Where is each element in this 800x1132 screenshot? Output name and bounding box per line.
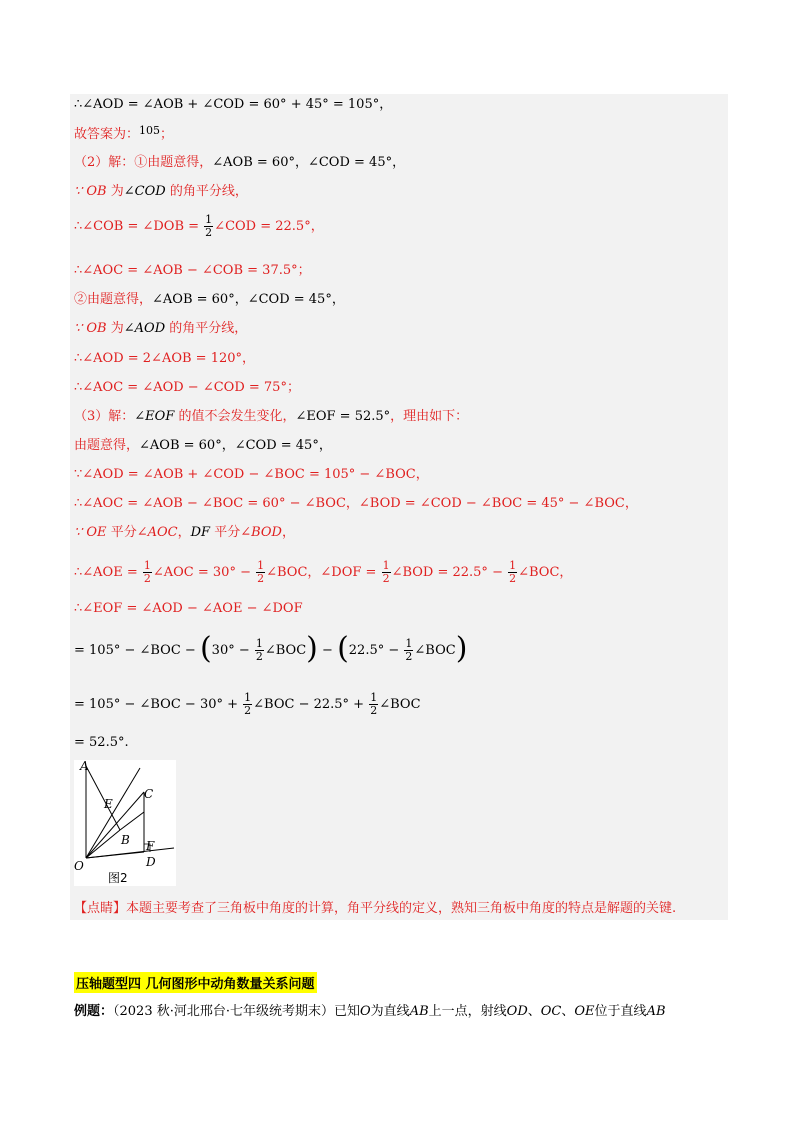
line-16 [74,560,572,585]
line-20 [74,734,129,752]
line16-c: ∠BOC，∠DOF = [266,565,381,580]
example-text1: （2023 秋·河北邢台·七年级统考期末）已知 [113,1004,360,1019]
half-5-den: 2 [255,650,263,663]
label-d: D [146,855,156,869]
label-c: C [144,787,154,801]
line4-text2: 的角平分线， [165,184,248,199]
oe-symbol: ∵ OE [74,525,107,540]
example-label: 例题： [74,1004,114,1019]
line18-f: ∠BOC [414,643,456,658]
line-15 [74,524,295,542]
line5-right: ∠COD = 22.5°， [214,219,324,234]
half-1 [143,560,152,585]
line19-c: ∠BOC [379,697,421,712]
line-14 [74,495,638,513]
half-3 [382,560,391,585]
line11-text1: 的值不会发生变化， [174,409,296,424]
angle-cod: ∠COD [123,184,166,199]
label-a: A [80,760,89,773]
line18-d: − [317,643,338,658]
angle-bod: ∠BOD [240,525,282,540]
line-3 [74,154,405,172]
half-7-den: 2 [244,704,252,717]
comment-tag: 【点睛】 [74,901,127,916]
half-4 [508,560,517,585]
section-heading: 压轴题型四 几何图形中动角数量关系问题 [74,972,317,993]
example-sep1: 、 [527,1004,541,1019]
line8-text1: 为 [106,321,124,336]
df-symbol: DF [190,525,211,540]
paren-close-2: ) [455,630,468,666]
ob-symbol: ∵ OB [74,184,107,199]
example-sep2: 、 [561,1004,575,1019]
line19-a: = 105° − ∠BOC − 30° + [74,697,243,712]
line-18 [74,630,468,666]
paren-close-1: ) [306,630,318,666]
half-1-den: 2 [143,572,151,585]
half-8 [369,692,378,717]
half-4-num: 1 [509,559,517,572]
line-13 [74,466,429,484]
example-o: O [360,1004,371,1019]
half-2-den: 2 [257,572,265,585]
line15-comma: ， [177,525,191,540]
figure-caption: 图2 [108,871,128,885]
half-5 [255,638,264,663]
line-11 [74,408,468,426]
half-4-den: 2 [509,572,517,585]
half-3-den: 2 [382,572,390,585]
line16-e: ∠BOC， [518,565,573,580]
example-ab2: AB [646,1004,666,1019]
line-9 [74,350,255,368]
example-oc: OC [540,1004,562,1019]
line6-text: ∴∠AOC = ∠AOB − ∠COB = 37.5°； [74,263,311,278]
part2-label: （2）解：①由题意得， [74,155,213,170]
line-1: ∴∠AOD = ∠AOB + ∠COD = 60° + 45° = 105°， [74,97,393,112]
geometry-figure [74,760,176,886]
line-7 [74,291,345,309]
line18-c: ∠BOC [264,643,307,658]
half-6-num: 1 [405,637,413,650]
line9-text: ∴∠AOD = 2∠AOB = 120°， [74,351,256,366]
line15-text1: 平分 [106,525,137,540]
paren-open-1: ( [199,630,212,666]
line-17 [74,600,303,618]
example-ab1: AB [409,1004,429,1019]
fraction-denominator: 2 [205,226,213,239]
example-text2: 为直线 [370,1004,410,1019]
line19-b: ∠BOC − 22.5° + [253,697,369,712]
line5-left: ∴∠COB = ∠DOB = [74,219,204,234]
line8-text2: 的角平分线， [165,321,248,336]
example-text4: 位于直线 [594,1004,647,1019]
line18-e: 22.5° − [348,643,404,658]
line4-text1: 为 [106,184,124,199]
ob-symbol-2: ∵ OB [74,321,107,336]
part2-given: ∠AOB = 60°，∠COD = 45°， [212,155,406,170]
line18-b: 30° − [211,643,254,658]
answer-value: 105 [139,124,161,137]
label-e: E [104,797,113,811]
label-f: F [146,839,155,853]
comment-line [74,900,676,918]
line11-text2: ，理由如下： [390,409,469,424]
line15-text2: 平分 [210,525,241,540]
line-5 [74,214,324,239]
eof-value: ∠EOF = 52.5° [295,409,391,424]
segment-ab [86,766,120,830]
angle-aoc: ∠AOC [136,525,178,540]
figure-svg [74,760,176,886]
line-2 [74,126,173,144]
example-line [74,1000,666,1019]
fraction-half [204,214,213,239]
half-2 [256,560,265,585]
part3-label: （3）解： [74,409,135,424]
line12-math: ∠AOB = 60°，∠COD = 45°， [139,438,332,453]
line14-text: ∴∠AOC = ∠AOB − ∠BOC = 60° − ∠BOC，∠BOD = ∠COD − ∠BOC = 45° − ∠BOC， [74,496,638,511]
half-2-num: 1 [257,559,265,572]
label-o: O [74,859,84,873]
half-7-num: 1 [244,691,252,704]
line-10 [74,379,300,397]
line-8 [74,320,247,338]
segment-ob [86,830,120,858]
angle-aod: ∠AOD [123,321,166,336]
line-6 [74,262,311,280]
paren-open-2: ( [337,630,349,666]
line16-a: ∴∠AOE = [74,565,142,580]
half-8-num: 1 [370,691,378,704]
half-7 [243,692,252,717]
line10-text: ∴∠AOC = ∠AOD − ∠COD = 75°； [74,380,300,395]
angle-eof: ∠EOF [134,409,175,424]
half-6 [404,638,413,663]
line13-text: ∵∠AOD = ∠AOB + ∠COD − ∠BOC = 105° − ∠BOC， [74,467,429,482]
line7-text: ②由题意得， [74,292,153,307]
label-b: B [121,833,130,847]
line18-a: = 105° − ∠BOC − [74,643,200,658]
segment-oc [86,792,144,858]
line15-end: ， [281,525,295,540]
answer-suffix: ； [160,127,174,142]
line12-text: 由题意得， [74,438,140,453]
line16-d: ∠BOD = 22.5° − [391,565,508,580]
half-6-den: 2 [405,650,413,663]
fraction-numerator: 1 [205,213,213,226]
example-oe: OE [574,1004,595,1019]
line-12 [74,437,332,455]
half-5-num: 1 [255,637,263,650]
answer-prefix: 故答案为： [74,127,140,142]
line20-text: = 52.5°. [74,735,129,750]
line-4 [74,183,248,201]
example-od: OD [506,1004,528,1019]
line17-text: ∴∠EOF = ∠AOD − ∠AOE − ∠DOF [74,601,303,616]
line-19 [74,692,421,717]
half-1-num: 1 [143,559,151,572]
line16-b: ∠AOC = 30° − [152,565,256,580]
half-8-den: 2 [370,704,378,717]
example-text3: 上一点，射线 [428,1004,507,1019]
ray-of [86,848,174,858]
comment-text: 本题主要考查了三角板中角度的计算，角平分线的定义，熟知三角板中角度的特点是解题的关键. [126,901,677,916]
line7-math: ∠AOB = 60°，∠COD = 45°， [152,292,345,307]
half-3-num: 1 [382,559,390,572]
